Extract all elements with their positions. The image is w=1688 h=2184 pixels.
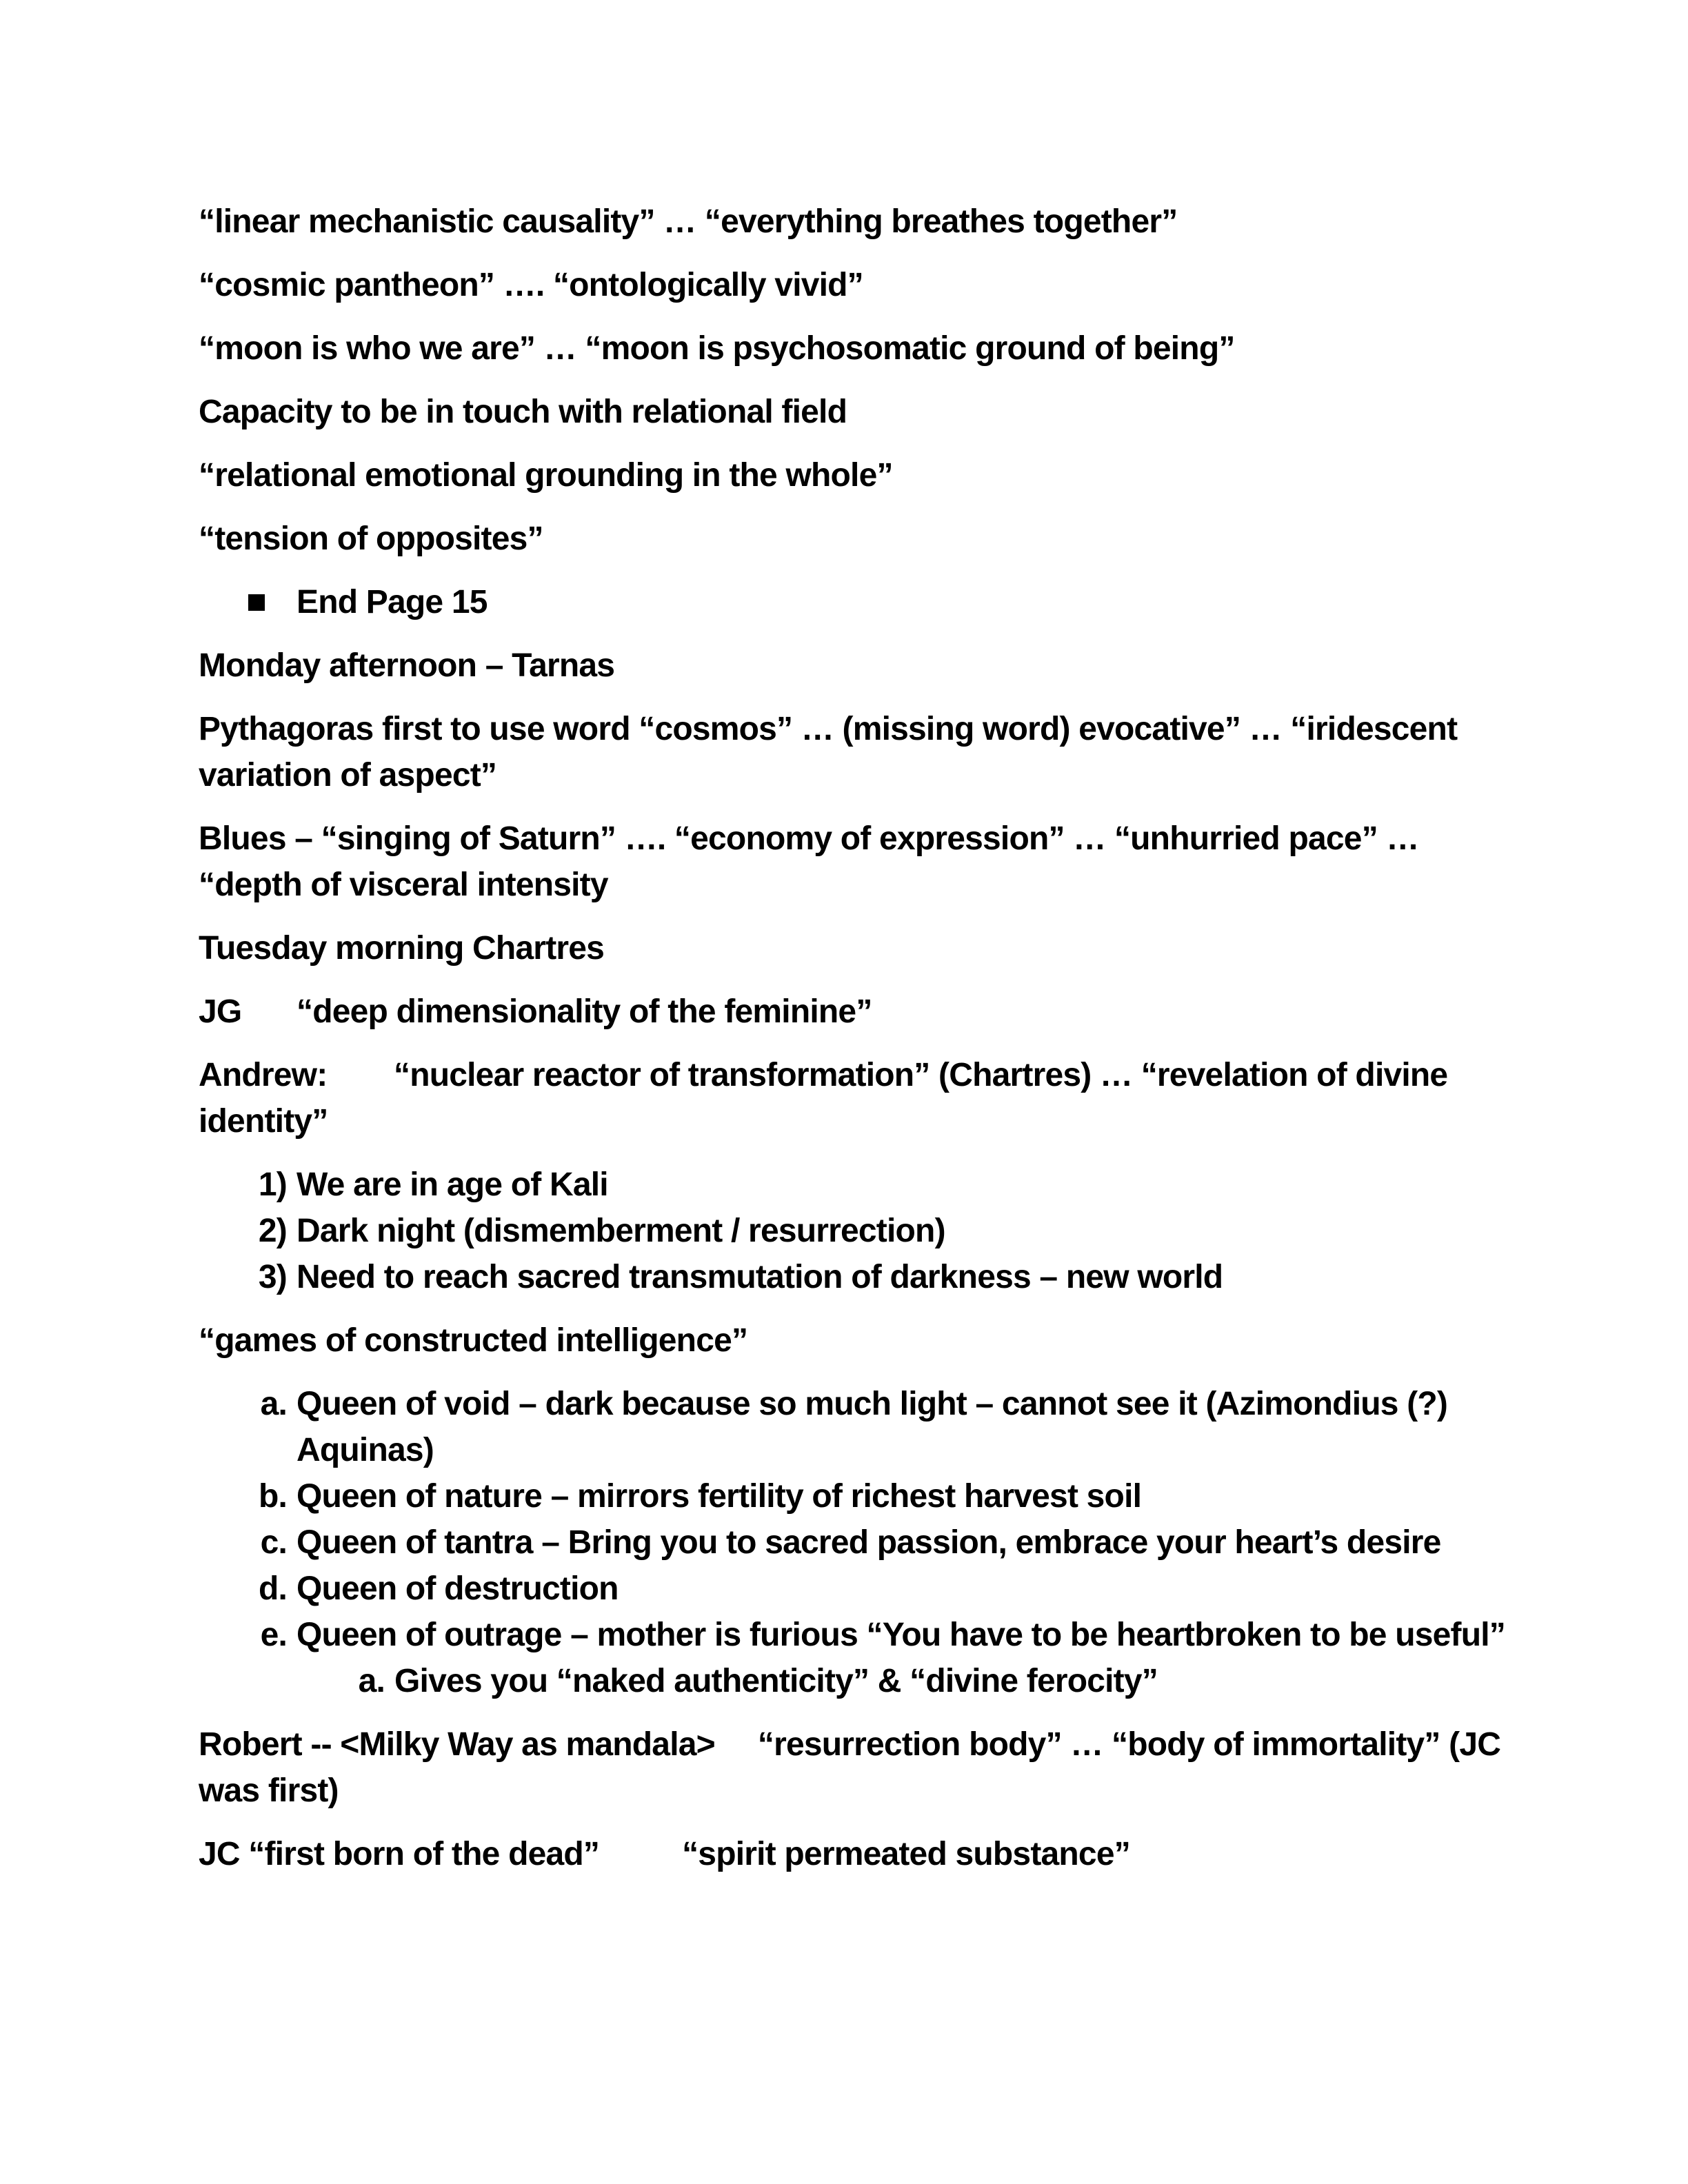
- speaker-label: Andrew:: [199, 1057, 328, 1093]
- lettered-list: [199, 1381, 1509, 1704]
- list-text: Queen of destruction: [297, 1570, 619, 1607]
- text-line: “tension of opposites”: [199, 520, 543, 557]
- list-item: [199, 1381, 1509, 1473]
- bullet-list: [199, 579, 1509, 625]
- andrew-line: [199, 1052, 1509, 1144]
- nested-list: [297, 1658, 1509, 1704]
- quote-text: “nuclear reactor of transformation” (Chartres) … “revelation of divine identity”: [199, 1057, 1448, 1140]
- list-text: Queen of nature – mirrors fertility of richest harvest soil: [297, 1478, 1142, 1515]
- speaker-label: JG: [199, 993, 242, 1030]
- section-heading: Tuesday morning Chartres: [199, 930, 605, 967]
- list-letter: a.: [358, 1663, 385, 1699]
- document-page: [199, 199, 1509, 1894]
- list-number: 3): [258, 1259, 287, 1295]
- jg-line: [199, 989, 1509, 1035]
- list-item: [199, 1519, 1509, 1566]
- text-paragraph: Pythagoras first to use word “cosmos” … (missing word) evocative” … “iridescent variation of aspect”: [199, 711, 1458, 793]
- list-text: We are in age of Kali: [297, 1166, 608, 1203]
- list-item: [199, 1162, 1509, 1208]
- text-line: “moon is who we are” … “moon is psychosomatic ground of being”: [199, 330, 1235, 367]
- text-line: “cosmic pantheon” …. “ontologically vivid”: [199, 267, 863, 303]
- numbered-list: [199, 1162, 1509, 1300]
- text-line: “linear mechanistic causality” … “everything breathes together”: [199, 203, 1178, 240]
- quote-text: “deep dimensionality of the feminine”: [297, 993, 872, 1030]
- list-item: [199, 1473, 1509, 1519]
- list-item: [199, 1254, 1509, 1300]
- list-text: Queen of outrage – mother is furious “You have to be heartbroken to be useful”: [297, 1617, 1505, 1653]
- text-line: Capacity to be in touch with relational field: [199, 394, 847, 430]
- robert-line: [199, 1721, 1509, 1814]
- speaker-label: JC “first born of the dead”: [199, 1836, 600, 1872]
- text-paragraph: Blues – “singing of Saturn” …. “economy of expression” … “unhurried pace” … “depth of visceral intensity: [199, 820, 1419, 903]
- list-item: [199, 1612, 1509, 1704]
- list-letter: e.: [260, 1617, 287, 1653]
- list-text: Queen of tantra – Bring you to sacred passion, embrace your heart’s desire: [297, 1524, 1441, 1561]
- speaker-label: Robert -- <Milky Way as mandala>: [199, 1726, 715, 1763]
- jc-line: [199, 1831, 1509, 1877]
- list-letter: a.: [260, 1386, 287, 1422]
- text-line: “games of constructed intelligence”: [199, 1322, 748, 1359]
- list-letter: c.: [260, 1524, 287, 1561]
- list-item: [297, 1658, 1509, 1704]
- bullet-text: End Page 15: [297, 584, 488, 620]
- quote-text: “spirit permeated substance”: [682, 1836, 1130, 1872]
- list-text: Queen of void – dark because so much light – cannot see it (Azimondius (?) Aquinas): [297, 1386, 1448, 1468]
- list-letter: d.: [258, 1570, 287, 1607]
- list-item: [199, 1208, 1509, 1254]
- list-text: Need to reach sacred transmutation of darkness – new world: [297, 1259, 1223, 1295]
- section-heading: Monday afternoon – Tarnas: [199, 647, 615, 684]
- list-number: 2): [258, 1213, 287, 1249]
- list-text: Dark night (dismemberment / resurrection): [297, 1213, 945, 1249]
- list-text: Gives you “naked authenticity” & “divine ferocity”: [394, 1663, 1158, 1699]
- list-number: 1): [258, 1166, 287, 1203]
- list-item: [199, 1566, 1509, 1612]
- list-letter: b.: [258, 1478, 287, 1515]
- square-bullet-icon: [248, 594, 265, 611]
- text-line: “relational emotional grounding in the whole”: [199, 457, 893, 494]
- quote-text: “resurrection body” … “body of immortality” (JC was first): [199, 1726, 1501, 1809]
- bullet-item: [199, 579, 1509, 625]
